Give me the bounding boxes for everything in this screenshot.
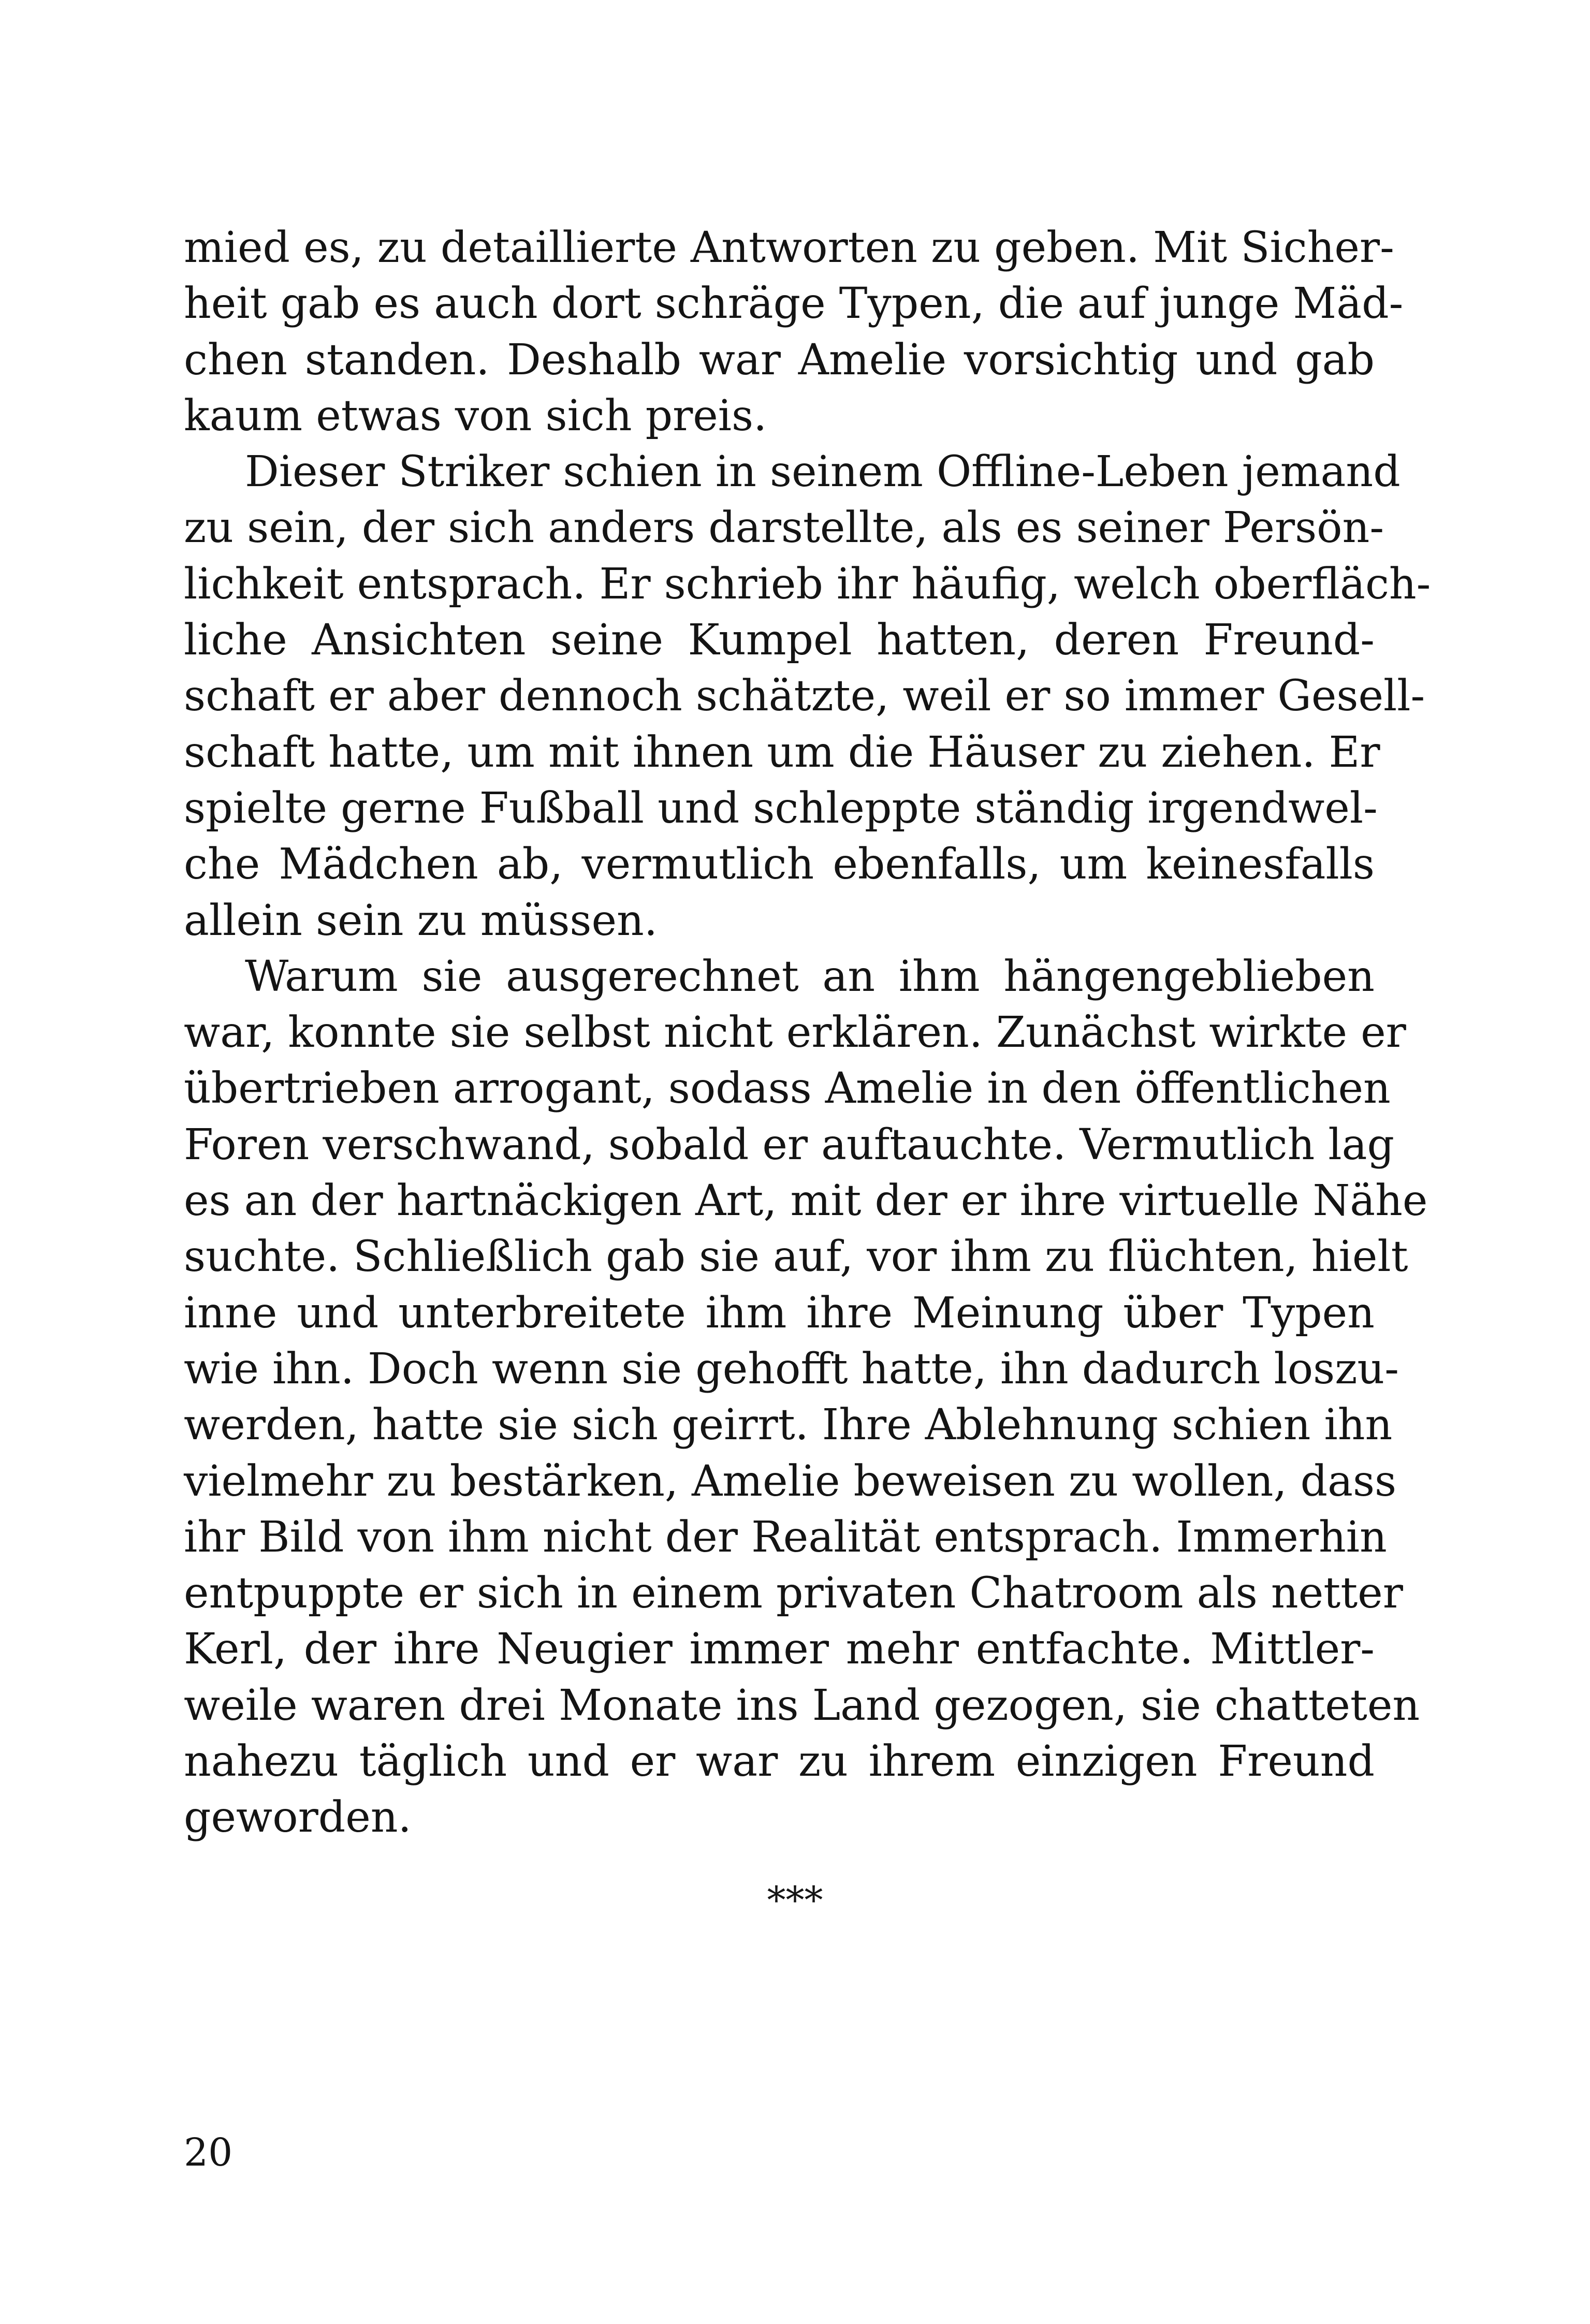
text-line: Foren verschwand, sobald er auftauchte. Vermutlich lag [184, 1120, 1395, 1170]
text-line: lichkeit entsprach. Er schrieb ihr häufig, welch oberfläch- [184, 559, 1431, 609]
text-line: war, konnte sie selbst nicht erklären. Zunächst wirkte er [184, 1008, 1406, 1058]
text-line: chen standen. Deshalb war Amelie vorsichtig und gab [184, 335, 1375, 385]
text-line: Kerl, der ihre Neugier immer mehr entfachte. Mittler- [184, 1625, 1375, 1674]
text-line: kaum etwas von sich preis. [184, 391, 767, 441]
text-line: zu sein, der sich anders darstellte, als es seiner Persön- [184, 503, 1384, 553]
text-line: übertrieben arrogant, sodass Amelie in den öffentlichen [184, 1064, 1391, 1114]
text-line: werden, hatte sie sich geirrt. Ihre Ablehnung schien ihn [184, 1400, 1393, 1450]
text-line: schaft er aber dennoch schätzte, weil er so immer Gesell- [184, 671, 1425, 721]
text-line: allein sein zu müssen. [184, 896, 658, 945]
section-separator: *** [767, 1878, 823, 1922]
text-line: suchte. Schließlich gab sie auf, vor ihm zu flüchten, hielt [184, 1232, 1408, 1282]
text-line: schaft hatte, um mit ihnen um die Häuser zu ziehen. Er [184, 727, 1380, 777]
text-line: weile waren drei Monate ins Land gezogen, sie chatteten [184, 1680, 1420, 1730]
text-line: ihr Bild von ihm nicht der Realität entsprach. Immerhin [184, 1512, 1387, 1562]
text-line: nahezu täglich und er war zu ihrem einzigen Freund [184, 1737, 1375, 1787]
page-number: 20 [184, 2130, 233, 2175]
text-line: vielmehr zu bestärken, Amelie beweisen zu wollen, dass [184, 1456, 1397, 1506]
text-line: heit gab es auch dort schräge Typen, die auf junge Mäd- [184, 279, 1404, 329]
text-line: Warum sie ausgerechnet an ihm hängengeblieben [245, 952, 1375, 1001]
text-line: inne und unterbreitete ihm ihre Meinung über Typen [184, 1288, 1375, 1338]
text-line: entpuppte er sich in einem privaten Chatroom als netter [184, 1569, 1403, 1618]
text-line: che Mädchen ab, vermutlich ebenfalls, um keinesfalls [184, 840, 1375, 889]
text-line: mied es, zu detaillierte Antworten zu geben. Mit Sicher- [184, 223, 1394, 272]
text-line: Dieser Striker schien in seinem Offline-Leben jemand [245, 447, 1401, 497]
body-text [184, 220, 1431, 1846]
text-line: es an der hartnäckigen Art, mit der er ihre virtuelle Nähe [184, 1176, 1428, 1226]
text-line: spielte gerne Fußball und schleppte ständig irgendwel- [184, 783, 1378, 833]
text-line: wie ihn. Doch wenn sie gehofft hatte, ihn dadurch loszu- [184, 1344, 1399, 1394]
text-line: liche Ansichten seine Kumpel hatten, deren Freund- [184, 616, 1375, 665]
text-line: geworden. [184, 1793, 412, 1843]
